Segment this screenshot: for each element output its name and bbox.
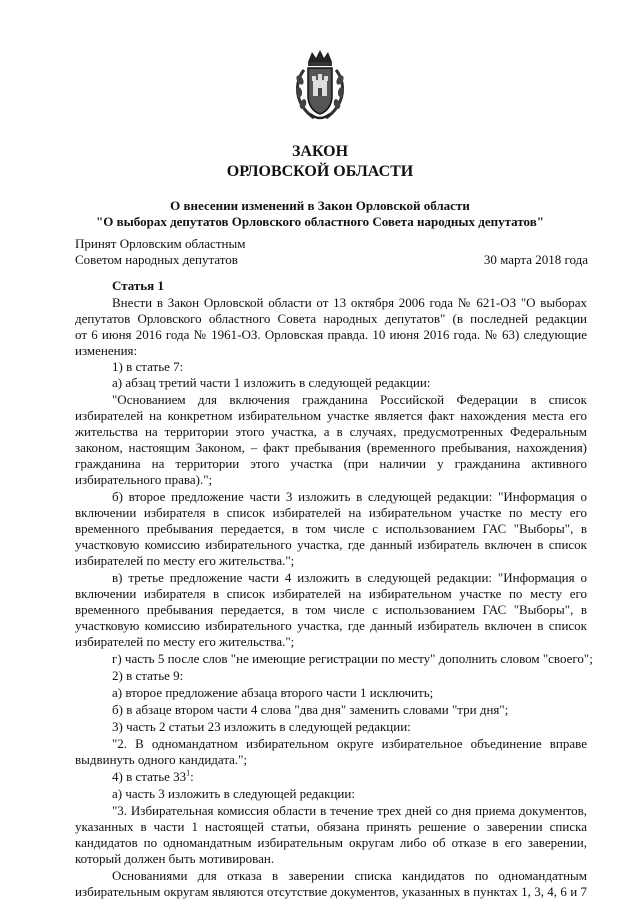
text-line: временного пребывания передается, в том числе с использованием ГАС "Выборы", в [75,602,587,617]
colon-mark: : [190,769,194,784]
law-subject-line-2: "О выборах депутатов Орловского областного Совета народных депутатов" [96,214,544,229]
superscript-mark: 1 [186,768,191,778]
text-line: 3) часть 2 статьи 23 изложить в следующей редакции: [112,719,411,734]
text-line: "2. В одномандатном избирательном округе избирательное объединение вправе [112,736,587,751]
adoption-line-1: Принят Орловским областным [75,236,246,251]
text-line: временного пребывания передается, в том числе с использованием ГАС "Выборы", в [75,521,587,536]
text-line: г) часть 5 после слов "не имеющие регистрации по месту" дополнить словом "своего"; [112,651,593,666]
text-line: жительства на территории этого участка, а в случаях, предусмотренных Федеральным [75,424,587,439]
text-line: избирателей по месту его жительства."; [75,553,295,568]
text-line: Внести в Закон Орловской области от 13 октября 2006 года № 621-ОЗ "О выборах [112,295,587,310]
text-line: б) второе предложение части 3 изложить в следующей редакции: "Информация о [112,489,587,504]
text-line: указанных в части 1 настоящей статьи, обязана принять решение о заверении списка [75,819,587,834]
coat-of-arms-emblem [290,48,350,124]
text-line: депутатов Орловского областного Совета народных депутатов" (в последней редакции [75,311,587,326]
text-line: участковую комиссию избирательного участка, где данный избиратель включен в список [75,537,587,552]
text-line: а) абзац третий части 1 изложить в следующей редакции: [112,375,431,390]
text-line: выдвинуть одного кандидата."; [75,752,248,767]
text-line: включении избирателя в список избирателей на избирательном участке по месту его [75,505,587,520]
text-line: в) третье предложение части 4 изложить в следующей редакции: "Информация о [112,570,587,585]
text-line: гражданина на территории этого участка (при наличии у гражданина активного [75,456,587,471]
text-line: избирательного права)."; [75,472,213,487]
adoption-date: 30 марта 2018 года [483,252,588,267]
text-line-main: 4) в статье 33 [112,769,187,784]
text-line: который должен быть мотивирован. [75,851,275,866]
text-line: законом, настоящим Законом, – факт пребывания (временного пребывания, нахождения) [75,440,587,455]
text-line: а) второе предложение абзаца второго части 1 исключить; [112,685,434,700]
article-heading: Статья 1 [112,278,164,293]
text-line: 2) в статье 9: [112,668,184,683]
text-line: кандидатов по одномандатным избирательным округам либо об отказе в его заверении, [75,835,587,850]
text-line: Основаниями для отказа в заверении списка кандидатов по одномандатным [112,868,587,883]
text-line: "Основанием для включения гражданина Российской Федерации в список [112,392,587,407]
text-line: "3. Избирательная комиссия области в течение трех дней со дня приема документов, [112,803,587,818]
text-line: избирательным округам являются отсутствие документов, указанных в пунктах 1, 3, 4, 6 и 7 [75,884,587,899]
text-line: от 6 июня 2016 года № 1961-ОЗ. Орловская правда. 10 июня 2016 года. № 63) следующие [75,327,587,342]
law-title: ЗАКОН [291,143,349,160]
law-subject-line-1: О внесении изменений в Закон Орловской области [170,198,470,213]
region-title: ОРЛОВСКОЙ ОБЛАСТИ [226,163,414,180]
text-line: избирателей по месту его жительства."; [75,634,295,649]
text-line: изменения: [75,343,138,358]
text-line: 1) в статье 7: [112,359,184,374]
text-line: избирателей на конкретном избирательном участке является факт нахождения места его [75,408,587,423]
text-line: участковую комиссию избирательного участка, где данный избиратель включен в список [75,618,587,633]
text-line: б) в абзаце втором части 4 слова "два дня" заменить словами "три дня"; [112,702,509,717]
adoption-line-2: Советом народных депутатов [75,252,238,267]
text-line-article-33 [112,768,194,785]
text-line: а) часть 3 изложить в следующей редакции: [112,786,355,801]
text-line: включении избирателя в список избирателей на избирательном участке по месту его [75,586,587,601]
